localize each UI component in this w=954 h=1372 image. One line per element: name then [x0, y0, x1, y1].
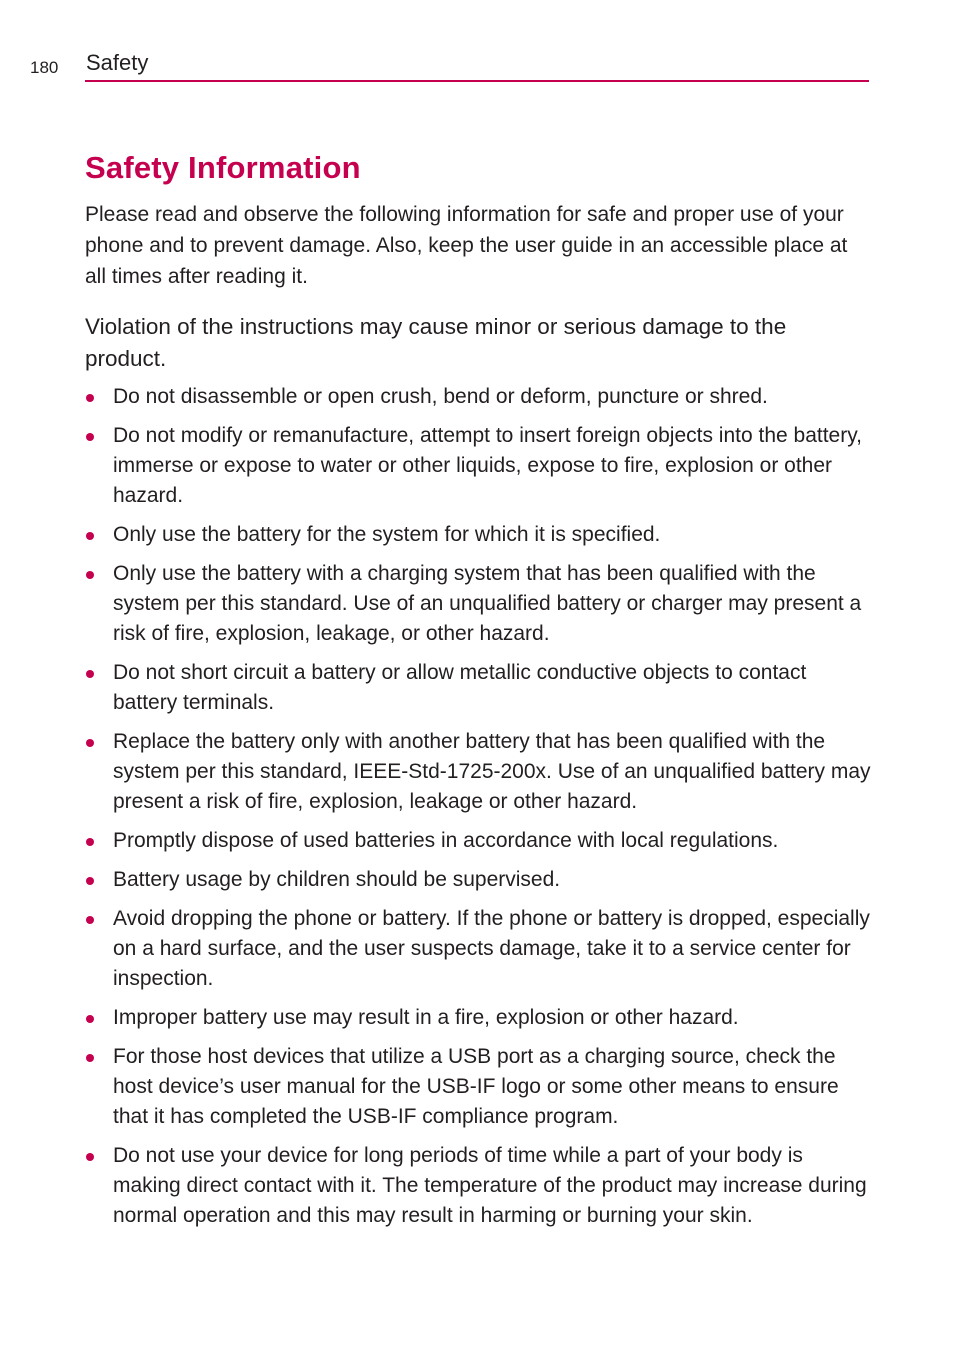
list-item: [85, 658, 875, 718]
page-number: 180: [30, 58, 59, 77]
section-header: Safety: [86, 50, 149, 75]
list-item-text: Only use the battery with a charging system that has been qualified with the system per this standard. Use of an unqualified battery or charger may present a risk of fire, explosion, leakage, or other hazard.: [113, 562, 862, 645]
list-item-text: For those host devices that utilize a USB port as a charging source, check the host device’s user manual for the USB-IF logo or some other means to ensure that it has completed the USB-IF compliance program.: [113, 1045, 839, 1128]
bullet-icon: [86, 916, 94, 924]
list-item-text: Do not disassemble or open crush, bend or deform, puncture or shred.: [113, 385, 768, 408]
list-item-text: Do not short circuit a battery or allow metallic conductive objects to contact battery terminals.: [113, 661, 807, 714]
list-item: [85, 559, 875, 649]
list-item: [85, 1141, 875, 1231]
list-item-text: Only use the battery for the system for which it is specified.: [113, 523, 661, 546]
list-item: [85, 421, 875, 511]
list-item: [85, 520, 875, 550]
bullet-icon: [86, 1153, 94, 1161]
bullet-icon: [86, 739, 94, 747]
list-item: [85, 382, 875, 412]
list-item-text: Improper battery use may result in a fire, explosion or other hazard.: [113, 1006, 739, 1029]
list-item-text: Do not modify or remanufacture, attempt to insert foreign objects into the battery, immerse or expose to water or other liquids, expose to fire, explosion or other hazard.: [113, 424, 862, 507]
list-item-text: Battery usage by children should be supervised.: [113, 868, 561, 891]
bullet-icon: [86, 838, 94, 846]
list-item-text: Avoid dropping the phone or battery. If the phone or battery is dropped, especially on a hard surface, and the user suspects damage, take it to a service center for inspection.: [113, 907, 870, 990]
bullet-icon: [86, 532, 94, 540]
list-item: [85, 727, 875, 817]
list-item-text: Replace the battery only with another battery that has been qualified with the system per this standard, IEEE-Std-1725-200x. Use of an unqualified battery may present a risk of fire, explosion, leakage or other hazard.: [113, 730, 871, 813]
bullet-icon: [86, 877, 94, 885]
list-item-text: Promptly dispose of used batteries in accordance with local regulations.: [113, 829, 779, 852]
list-item: [85, 826, 875, 856]
header-divider: [85, 80, 869, 82]
list-item-text: Do not use your device for long periods of time while a part of your body is making direct contact with it. The temperature of the product may increase during normal operation and this may result in harming or burning your skin.: [113, 1144, 867, 1227]
bullet-icon: [86, 571, 94, 579]
bullet-icon: [86, 1015, 94, 1023]
warning-subheading: Violation of the instructions may cause minor or serious damage to the product.: [85, 314, 787, 371]
list-item: [85, 865, 875, 895]
intro-paragraph: Please read and observe the following information for safe and proper use of your phone and to prevent damage. Also, keep the user guide in an accessible place at all times after reading it.: [85, 203, 848, 288]
bullet-icon: [86, 670, 94, 678]
page-title: Safety Information: [85, 150, 361, 185]
bullet-icon: [86, 1054, 94, 1062]
list-item: [85, 904, 875, 994]
bullet-icon: [86, 394, 94, 402]
list-item: [85, 1042, 875, 1132]
list-item: [85, 1003, 875, 1033]
safety-bullet-list: [85, 382, 875, 1240]
bullet-icon: [86, 433, 94, 441]
